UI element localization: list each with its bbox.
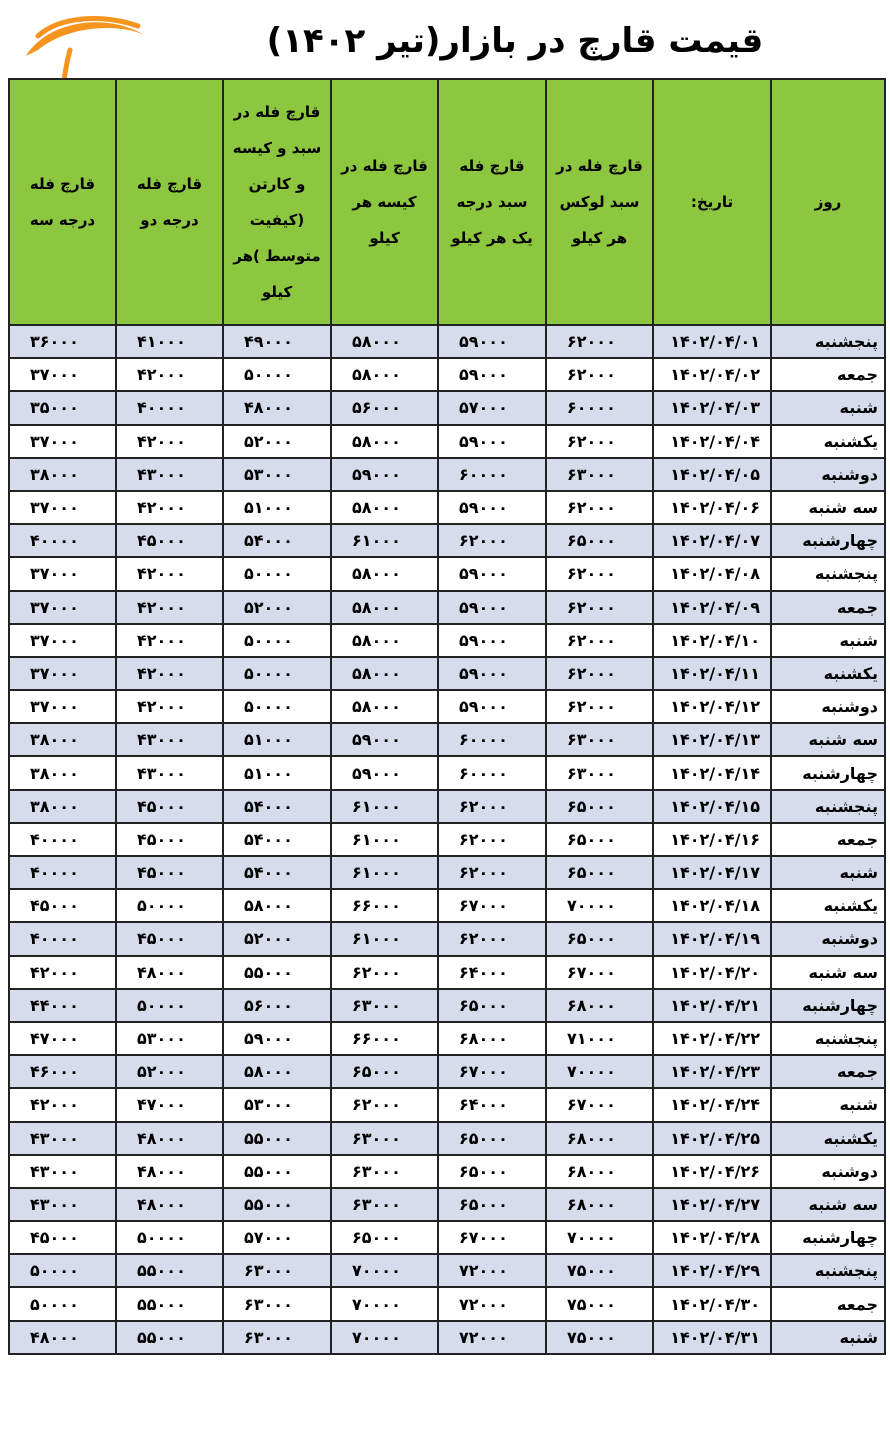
- date-cell: ۱۴۰۲/۰۴/۲۲: [653, 1022, 771, 1055]
- date-cell: ۱۴۰۲/۰۴/۱۷: [653, 856, 771, 889]
- lux-basket-price: ۶۳۰۰۰: [546, 458, 653, 491]
- grade-one-basket-price: ۶۰۰۰۰: [438, 723, 546, 756]
- grade-three-price: ۴۴۰۰۰: [9, 989, 116, 1022]
- grade-three-price: ۴۳۰۰۰: [9, 1122, 116, 1155]
- bag-price: ۶۳۰۰۰: [331, 1155, 438, 1188]
- grade-one-basket-price: ۵۷۰۰۰: [438, 391, 546, 424]
- day-cell: شنبه: [771, 624, 885, 657]
- bag-price: ۶۶۰۰۰: [331, 889, 438, 922]
- grade-one-basket-price: ۶۲۰۰۰: [438, 922, 546, 955]
- grade-three-price: ۴۷۰۰۰: [9, 1022, 116, 1055]
- day-cell: سه شنبه: [771, 491, 885, 524]
- day-cell: سه شنبه: [771, 1188, 885, 1221]
- day-cell: پنجشنبه: [771, 1254, 885, 1287]
- medium-quality-price: ۵۵۰۰۰: [223, 956, 331, 989]
- table-row: [9, 1155, 885, 1188]
- grade-two-price: ۴۳۰۰۰: [116, 458, 223, 491]
- header-grade-three: قارچ فله درجه سه: [9, 79, 116, 325]
- price-table-container: [8, 78, 884, 1355]
- medium-quality-price: ۵۲۰۰۰: [223, 591, 331, 624]
- medium-quality-price: ۵۶۰۰۰: [223, 989, 331, 1022]
- medium-quality-price: ۵۲۰۰۰: [223, 425, 331, 458]
- grade-one-basket-price: ۷۲۰۰۰: [438, 1254, 546, 1287]
- grade-one-basket-price: ۶۰۰۰۰: [438, 756, 546, 789]
- grade-one-basket-price: ۷۲۰۰۰: [438, 1287, 546, 1320]
- day-cell: سه شنبه: [771, 723, 885, 756]
- grade-three-price: ۵۰۰۰۰: [9, 1254, 116, 1287]
- grade-two-price: ۴۵۰۰۰: [116, 790, 223, 823]
- grade-two-price: ۴۲۰۰۰: [116, 657, 223, 690]
- day-cell: شنبه: [771, 1321, 885, 1354]
- grade-one-basket-price: ۷۲۰۰۰: [438, 1321, 546, 1354]
- medium-quality-price: ۵۰۰۰۰: [223, 657, 331, 690]
- grade-one-basket-price: ۶۴۰۰۰: [438, 956, 546, 989]
- medium-quality-price: ۵۴۰۰۰: [223, 856, 331, 889]
- grade-one-basket-price: ۶۷۰۰۰: [438, 889, 546, 922]
- table-row: [9, 391, 885, 424]
- lux-basket-price: ۷۵۰۰۰: [546, 1254, 653, 1287]
- grade-three-price: ۵۰۰۰۰: [9, 1287, 116, 1320]
- grade-three-price: ۳۷۰۰۰: [9, 591, 116, 624]
- day-cell: یکشنبه: [771, 425, 885, 458]
- medium-quality-price: ۵۳۰۰۰: [223, 458, 331, 491]
- table-row: [9, 458, 885, 491]
- lux-basket-price: ۶۸۰۰۰: [546, 1155, 653, 1188]
- grade-three-price: ۴۶۰۰۰: [9, 1055, 116, 1088]
- day-cell: پنجشنبه: [771, 325, 885, 358]
- lux-basket-price: ۶۷۰۰۰: [546, 1088, 653, 1121]
- bag-price: ۶۳۰۰۰: [331, 989, 438, 1022]
- table-row: [9, 1088, 885, 1121]
- medium-quality-price: ۵۸۰۰۰: [223, 889, 331, 922]
- day-cell: پنجشنبه: [771, 790, 885, 823]
- day-cell: شنبه: [771, 856, 885, 889]
- date-cell: ۱۴۰۲/۰۴/۰۴: [653, 425, 771, 458]
- lux-basket-price: ۶۳۰۰۰: [546, 756, 653, 789]
- lux-basket-price: ۶۵۰۰۰: [546, 922, 653, 955]
- grade-one-basket-price: ۵۹۰۰۰: [438, 358, 546, 391]
- grade-one-basket-price: ۵۹۰۰۰: [438, 624, 546, 657]
- table-row: [9, 325, 885, 358]
- date-cell: ۱۴۰۲/۰۴/۰۵: [653, 458, 771, 491]
- medium-quality-price: ۵۴۰۰۰: [223, 524, 331, 557]
- bag-price: ۷۰۰۰۰: [331, 1321, 438, 1354]
- table-row: [9, 1321, 885, 1354]
- day-cell: جمعه: [771, 823, 885, 856]
- grade-three-price: ۳۶۰۰۰: [9, 325, 116, 358]
- bag-price: ۷۰۰۰۰: [331, 1287, 438, 1320]
- table-row: [9, 889, 885, 922]
- lux-basket-price: ۷۰۰۰۰: [546, 1221, 653, 1254]
- table-row: [9, 956, 885, 989]
- lux-basket-price: ۶۲۰۰۰: [546, 690, 653, 723]
- day-cell: پنجشنبه: [771, 1022, 885, 1055]
- bag-price: ۵۸۰۰۰: [331, 624, 438, 657]
- bag-price: ۷۰۰۰۰: [331, 1254, 438, 1287]
- grade-two-price: ۵۰۰۰۰: [116, 889, 223, 922]
- lux-basket-price: ۶۷۰۰۰: [546, 956, 653, 989]
- day-cell: شنبه: [771, 391, 885, 424]
- grade-two-price: ۵۰۰۰۰: [116, 989, 223, 1022]
- date-cell: ۱۴۰۲/۰۴/۲۵: [653, 1122, 771, 1155]
- date-cell: ۱۴۰۲/۰۴/۰۲: [653, 358, 771, 391]
- day-cell: چهارشنبه: [771, 524, 885, 557]
- lux-basket-price: ۶۲۰۰۰: [546, 358, 653, 391]
- medium-quality-price: ۵۵۰۰۰: [223, 1155, 331, 1188]
- bag-price: ۵۹۰۰۰: [331, 458, 438, 491]
- lux-basket-price: ۶۵۰۰۰: [546, 856, 653, 889]
- day-cell: یکشنبه: [771, 889, 885, 922]
- date-cell: ۱۴۰۲/۰۴/۱۳: [653, 723, 771, 756]
- medium-quality-price: ۵۸۰۰۰: [223, 1055, 331, 1088]
- table-body: [9, 325, 885, 1354]
- lux-basket-price: ۷۰۰۰۰: [546, 889, 653, 922]
- table-row: [9, 1055, 885, 1088]
- day-cell: یکشنبه: [771, 1122, 885, 1155]
- header-grade-one-basket: قارچ فله سبد درجه یک هر کیلو: [438, 79, 546, 325]
- medium-quality-price: ۵۴۰۰۰: [223, 823, 331, 856]
- grade-three-price: ۴۰۰۰۰: [9, 922, 116, 955]
- grade-three-price: ۳۸۰۰۰: [9, 458, 116, 491]
- bag-price: ۵۶۰۰۰: [331, 391, 438, 424]
- grade-one-basket-price: ۶۲۰۰۰: [438, 856, 546, 889]
- grade-three-price: ۴۰۰۰۰: [9, 823, 116, 856]
- grade-one-basket-price: ۶۵۰۰۰: [438, 989, 546, 1022]
- grade-three-price: ۴۸۰۰۰: [9, 1321, 116, 1354]
- table-row: [9, 723, 885, 756]
- bag-price: ۵۸۰۰۰: [331, 591, 438, 624]
- grade-one-basket-price: ۶۷۰۰۰: [438, 1221, 546, 1254]
- date-cell: ۱۴۰۲/۰۴/۲۱: [653, 989, 771, 1022]
- grade-two-price: ۴۵۰۰۰: [116, 524, 223, 557]
- bag-price: ۶۱۰۰۰: [331, 790, 438, 823]
- day-cell: دوشنبه: [771, 1155, 885, 1188]
- table-row: [9, 823, 885, 856]
- grade-two-price: ۴۵۰۰۰: [116, 856, 223, 889]
- date-cell: ۱۴۰۲/۰۴/۲۸: [653, 1221, 771, 1254]
- grade-one-basket-price: ۶۵۰۰۰: [438, 1155, 546, 1188]
- date-cell: ۱۴۰۲/۰۴/۱۵: [653, 790, 771, 823]
- lux-basket-price: ۶۸۰۰۰: [546, 1188, 653, 1221]
- grade-two-price: ۴۲۰۰۰: [116, 690, 223, 723]
- medium-quality-price: ۵۹۰۰۰: [223, 1022, 331, 1055]
- grade-one-basket-price: ۵۹۰۰۰: [438, 591, 546, 624]
- table-row: [9, 1254, 885, 1287]
- bag-price: ۵۸۰۰۰: [331, 358, 438, 391]
- date-cell: ۱۴۰۲/۰۴/۳۰: [653, 1287, 771, 1320]
- medium-quality-price: ۴۸۰۰۰: [223, 391, 331, 424]
- grade-one-basket-price: ۶۵۰۰۰: [438, 1188, 546, 1221]
- medium-quality-price: ۵۴۰۰۰: [223, 790, 331, 823]
- day-cell: چهارشنبه: [771, 1221, 885, 1254]
- bag-price: ۶۱۰۰۰: [331, 922, 438, 955]
- grade-two-price: ۴۳۰۰۰: [116, 723, 223, 756]
- grade-three-price: ۳۷۰۰۰: [9, 491, 116, 524]
- grade-one-basket-price: ۵۹۰۰۰: [438, 657, 546, 690]
- header-bag: قارچ فله در کیسه هر کیلو: [331, 79, 438, 325]
- bag-price: ۶۵۰۰۰: [331, 1055, 438, 1088]
- lux-basket-price: ۶۵۰۰۰: [546, 524, 653, 557]
- grade-one-basket-price: ۵۹۰۰۰: [438, 325, 546, 358]
- date-cell: ۱۴۰۲/۰۴/۰۳: [653, 391, 771, 424]
- table-row: [9, 624, 885, 657]
- grade-three-price: ۳۸۰۰۰: [9, 790, 116, 823]
- grade-two-price: ۴۰۰۰۰: [116, 391, 223, 424]
- table-row: [9, 425, 885, 458]
- header-medium-quality: قارچ فله در سبد و کیسه و کارتن (کیفیت متوسط )هر کیلو: [223, 79, 331, 325]
- date-cell: ۱۴۰۲/۰۴/۰۸: [653, 557, 771, 590]
- table-row: [9, 790, 885, 823]
- lux-basket-price: ۶۰۰۰۰: [546, 391, 653, 424]
- date-cell: ۱۴۰۲/۰۴/۱۰: [653, 624, 771, 657]
- bag-price: ۶۶۰۰۰: [331, 1022, 438, 1055]
- grade-three-price: ۴۵۰۰۰: [9, 1221, 116, 1254]
- lux-basket-price: ۶۲۰۰۰: [546, 425, 653, 458]
- day-cell: چهارشنبه: [771, 989, 885, 1022]
- table-row: [9, 756, 885, 789]
- grade-one-basket-price: ۶۰۰۰۰: [438, 458, 546, 491]
- table-row: [9, 524, 885, 557]
- lux-basket-price: ۶۳۰۰۰: [546, 723, 653, 756]
- date-cell: ۱۴۰۲/۰۴/۰۷: [653, 524, 771, 557]
- table-row: [9, 557, 885, 590]
- grade-one-basket-price: ۵۹۰۰۰: [438, 491, 546, 524]
- grade-three-price: ۳۷۰۰۰: [9, 657, 116, 690]
- grade-two-price: ۴۵۰۰۰: [116, 823, 223, 856]
- lux-basket-price: ۶۲۰۰۰: [546, 657, 653, 690]
- medium-quality-price: ۵۱۰۰۰: [223, 756, 331, 789]
- date-cell: ۱۴۰۲/۰۴/۲۹: [653, 1254, 771, 1287]
- header-date: تاریخ:: [653, 79, 771, 325]
- grade-three-price: ۳۸۰۰۰: [9, 756, 116, 789]
- medium-quality-price: ۶۳۰۰۰: [223, 1287, 331, 1320]
- medium-quality-price: ۵۳۰۰۰: [223, 1088, 331, 1121]
- grade-two-price: ۵۵۰۰۰: [116, 1254, 223, 1287]
- table-row: [9, 690, 885, 723]
- day-cell: دوشنبه: [771, 922, 885, 955]
- grade-two-price: ۵۵۰۰۰: [116, 1321, 223, 1354]
- grade-three-price: ۴۳۰۰۰: [9, 1188, 116, 1221]
- lux-basket-price: ۷۵۰۰۰: [546, 1287, 653, 1320]
- lux-basket-price: ۶۵۰۰۰: [546, 790, 653, 823]
- header-day: روز: [771, 79, 885, 325]
- date-cell: ۱۴۰۲/۰۴/۱۹: [653, 922, 771, 955]
- grade-three-price: ۳۷۰۰۰: [9, 358, 116, 391]
- bag-price: ۵۹۰۰۰: [331, 756, 438, 789]
- date-cell: ۱۴۰۲/۰۴/۱۴: [653, 756, 771, 789]
- lux-basket-price: ۷۰۰۰۰: [546, 1055, 653, 1088]
- grade-one-basket-price: ۶۲۰۰۰: [438, 790, 546, 823]
- table-row: [9, 491, 885, 524]
- grade-two-price: ۴۲۰۰۰: [116, 591, 223, 624]
- grade-two-price: ۴۲۰۰۰: [116, 557, 223, 590]
- grade-three-price: ۳۷۰۰۰: [9, 557, 116, 590]
- grade-three-price: ۴۲۰۰۰: [9, 956, 116, 989]
- page-title: قیمت قارچ در بازار(تیر ۱۴۰۲): [266, 21, 764, 61]
- medium-quality-price: ۵۵۰۰۰: [223, 1122, 331, 1155]
- lux-basket-price: ۷۱۰۰۰: [546, 1022, 653, 1055]
- bag-price: ۵۸۰۰۰: [331, 657, 438, 690]
- bag-price: ۶۲۰۰۰: [331, 956, 438, 989]
- grade-three-price: ۳۷۰۰۰: [9, 690, 116, 723]
- grade-one-basket-price: ۵۹۰۰۰: [438, 690, 546, 723]
- date-cell: ۱۴۰۲/۰۴/۰۱: [653, 325, 771, 358]
- medium-quality-price: ۵۷۰۰۰: [223, 1221, 331, 1254]
- grade-one-basket-price: ۵۹۰۰۰: [438, 425, 546, 458]
- bag-price: ۶۱۰۰۰: [331, 856, 438, 889]
- bag-price: ۵۸۰۰۰: [331, 425, 438, 458]
- grade-two-price: ۵۵۰۰۰: [116, 1287, 223, 1320]
- day-cell: پنجشنبه: [771, 557, 885, 590]
- bag-price: ۵۸۰۰۰: [331, 690, 438, 723]
- day-cell: جمعه: [771, 358, 885, 391]
- table-row: [9, 657, 885, 690]
- table-row: [9, 989, 885, 1022]
- lux-basket-price: ۶۲۰۰۰: [546, 624, 653, 657]
- medium-quality-price: ۵۰۰۰۰: [223, 624, 331, 657]
- date-cell: ۱۴۰۲/۰۴/۱۸: [653, 889, 771, 922]
- medium-quality-price: ۶۳۰۰۰: [223, 1254, 331, 1287]
- bag-price: ۶۳۰۰۰: [331, 1122, 438, 1155]
- grade-three-price: ۴۵۰۰۰: [9, 889, 116, 922]
- medium-quality-price: ۵۱۰۰۰: [223, 491, 331, 524]
- day-cell: شنبه: [771, 1088, 885, 1121]
- date-cell: ۱۴۰۲/۰۴/۱۲: [653, 690, 771, 723]
- grade-two-price: ۵۲۰۰۰: [116, 1055, 223, 1088]
- grade-three-price: ۴۰۰۰۰: [9, 856, 116, 889]
- price-table: [8, 78, 886, 1355]
- lux-basket-price: ۶۲۰۰۰: [546, 325, 653, 358]
- date-cell: ۱۴۰۲/۰۴/۱۱: [653, 657, 771, 690]
- grade-two-price: ۴۸۰۰۰: [116, 1122, 223, 1155]
- medium-quality-price: ۵۱۰۰۰: [223, 723, 331, 756]
- grade-two-price: ۴۲۰۰۰: [116, 358, 223, 391]
- grade-one-basket-price: ۶۲۰۰۰: [438, 524, 546, 557]
- bag-price: ۶۳۰۰۰: [331, 1188, 438, 1221]
- date-cell: ۱۴۰۲/۰۴/۲۴: [653, 1088, 771, 1121]
- header-grade-two: قارچ فله درجه دو: [116, 79, 223, 325]
- grade-three-price: ۴۲۰۰۰: [9, 1088, 116, 1121]
- bag-price: ۵۸۰۰۰: [331, 491, 438, 524]
- day-cell: دوشنبه: [771, 690, 885, 723]
- medium-quality-price: ۶۳۰۰۰: [223, 1321, 331, 1354]
- header-lux-basket: قارچ فله در سبد لوکس هر کیلو: [546, 79, 653, 325]
- bag-price: ۶۵۰۰۰: [331, 1221, 438, 1254]
- grade-two-price: ۵۰۰۰۰: [116, 1221, 223, 1254]
- date-cell: ۱۴۰۲/۰۴/۲۶: [653, 1155, 771, 1188]
- lux-basket-price: ۶۲۰۰۰: [546, 491, 653, 524]
- date-cell: ۱۴۰۲/۰۴/۰۹: [653, 591, 771, 624]
- grade-two-price: ۴۷۰۰۰: [116, 1088, 223, 1121]
- bag-price: ۵۸۰۰۰: [331, 557, 438, 590]
- grade-two-price: ۴۱۰۰۰: [116, 325, 223, 358]
- medium-quality-price: ۵۲۰۰۰: [223, 922, 331, 955]
- grade-two-price: ۴۸۰۰۰: [116, 956, 223, 989]
- table-row: [9, 1221, 885, 1254]
- date-cell: ۱۴۰۲/۰۴/۳۱: [653, 1321, 771, 1354]
- bag-price: ۶۲۰۰۰: [331, 1088, 438, 1121]
- day-cell: دوشنبه: [771, 458, 885, 491]
- grade-three-price: ۳۵۰۰۰: [9, 391, 116, 424]
- medium-quality-price: ۵۰۰۰۰: [223, 358, 331, 391]
- grade-two-price: ۵۳۰۰۰: [116, 1022, 223, 1055]
- grade-two-price: ۴۳۰۰۰: [116, 756, 223, 789]
- grade-two-price: ۴۲۰۰۰: [116, 491, 223, 524]
- table-row: [9, 358, 885, 391]
- date-cell: ۱۴۰۲/۰۴/۱۶: [653, 823, 771, 856]
- day-cell: جمعه: [771, 591, 885, 624]
- lux-basket-price: ۶۲۰۰۰: [546, 557, 653, 590]
- table-row: [9, 1022, 885, 1055]
- day-cell: جمعه: [771, 1287, 885, 1320]
- lux-basket-price: ۶۸۰۰۰: [546, 1122, 653, 1155]
- medium-quality-price: ۵۵۰۰۰: [223, 1188, 331, 1221]
- bag-price: ۵۹۰۰۰: [331, 723, 438, 756]
- bag-price: ۶۱۰۰۰: [331, 823, 438, 856]
- date-cell: ۱۴۰۲/۰۴/۰۶: [653, 491, 771, 524]
- bag-price: ۶۱۰۰۰: [331, 524, 438, 557]
- medium-quality-price: ۴۹۰۰۰: [223, 325, 331, 358]
- grade-three-price: ۴۳۰۰۰: [9, 1155, 116, 1188]
- date-cell: ۱۴۰۲/۰۴/۲۳: [653, 1055, 771, 1088]
- lux-basket-price: ۶۸۰۰۰: [546, 989, 653, 1022]
- table-row: [9, 922, 885, 955]
- grade-two-price: ۴۲۰۰۰: [116, 624, 223, 657]
- table-row: [9, 591, 885, 624]
- grade-three-price: ۳۷۰۰۰: [9, 624, 116, 657]
- day-cell: جمعه: [771, 1055, 885, 1088]
- lux-basket-price: ۷۵۰۰۰: [546, 1321, 653, 1354]
- grade-one-basket-price: ۶۸۰۰۰: [438, 1022, 546, 1055]
- date-cell: ۱۴۰۲/۰۴/۲۷: [653, 1188, 771, 1221]
- grade-two-price: ۴۸۰۰۰: [116, 1155, 223, 1188]
- table-header-row: [9, 79, 885, 325]
- grade-two-price: ۴۲۰۰۰: [116, 425, 223, 458]
- bag-price: ۵۸۰۰۰: [331, 325, 438, 358]
- day-cell: یکشنبه: [771, 657, 885, 690]
- grade-two-price: ۴۵۰۰۰: [116, 922, 223, 955]
- table-row: [9, 1188, 885, 1221]
- lux-basket-price: ۶۵۰۰۰: [546, 823, 653, 856]
- medium-quality-price: ۵۰۰۰۰: [223, 557, 331, 590]
- medium-quality-price: ۵۰۰۰۰: [223, 690, 331, 723]
- day-cell: چهارشنبه: [771, 756, 885, 789]
- table-row: [9, 1122, 885, 1155]
- grade-one-basket-price: ۶۲۰۰۰: [438, 823, 546, 856]
- grade-one-basket-price: ۶۵۰۰۰: [438, 1122, 546, 1155]
- grade-one-basket-price: ۶۴۰۰۰: [438, 1088, 546, 1121]
- grade-one-basket-price: ۵۹۰۰۰: [438, 557, 546, 590]
- lux-basket-price: ۶۲۰۰۰: [546, 591, 653, 624]
- grade-three-price: ۳۷۰۰۰: [9, 425, 116, 458]
- grade-three-price: ۳۸۰۰۰: [9, 723, 116, 756]
- grade-one-basket-price: ۶۷۰۰۰: [438, 1055, 546, 1088]
- table-row: [9, 1287, 885, 1320]
- grade-two-price: ۴۸۰۰۰: [116, 1188, 223, 1221]
- date-cell: ۱۴۰۲/۰۴/۲۰: [653, 956, 771, 989]
- grade-three-price: ۴۰۰۰۰: [9, 524, 116, 557]
- day-cell: سه شنبه: [771, 956, 885, 989]
- table-row: [9, 856, 885, 889]
